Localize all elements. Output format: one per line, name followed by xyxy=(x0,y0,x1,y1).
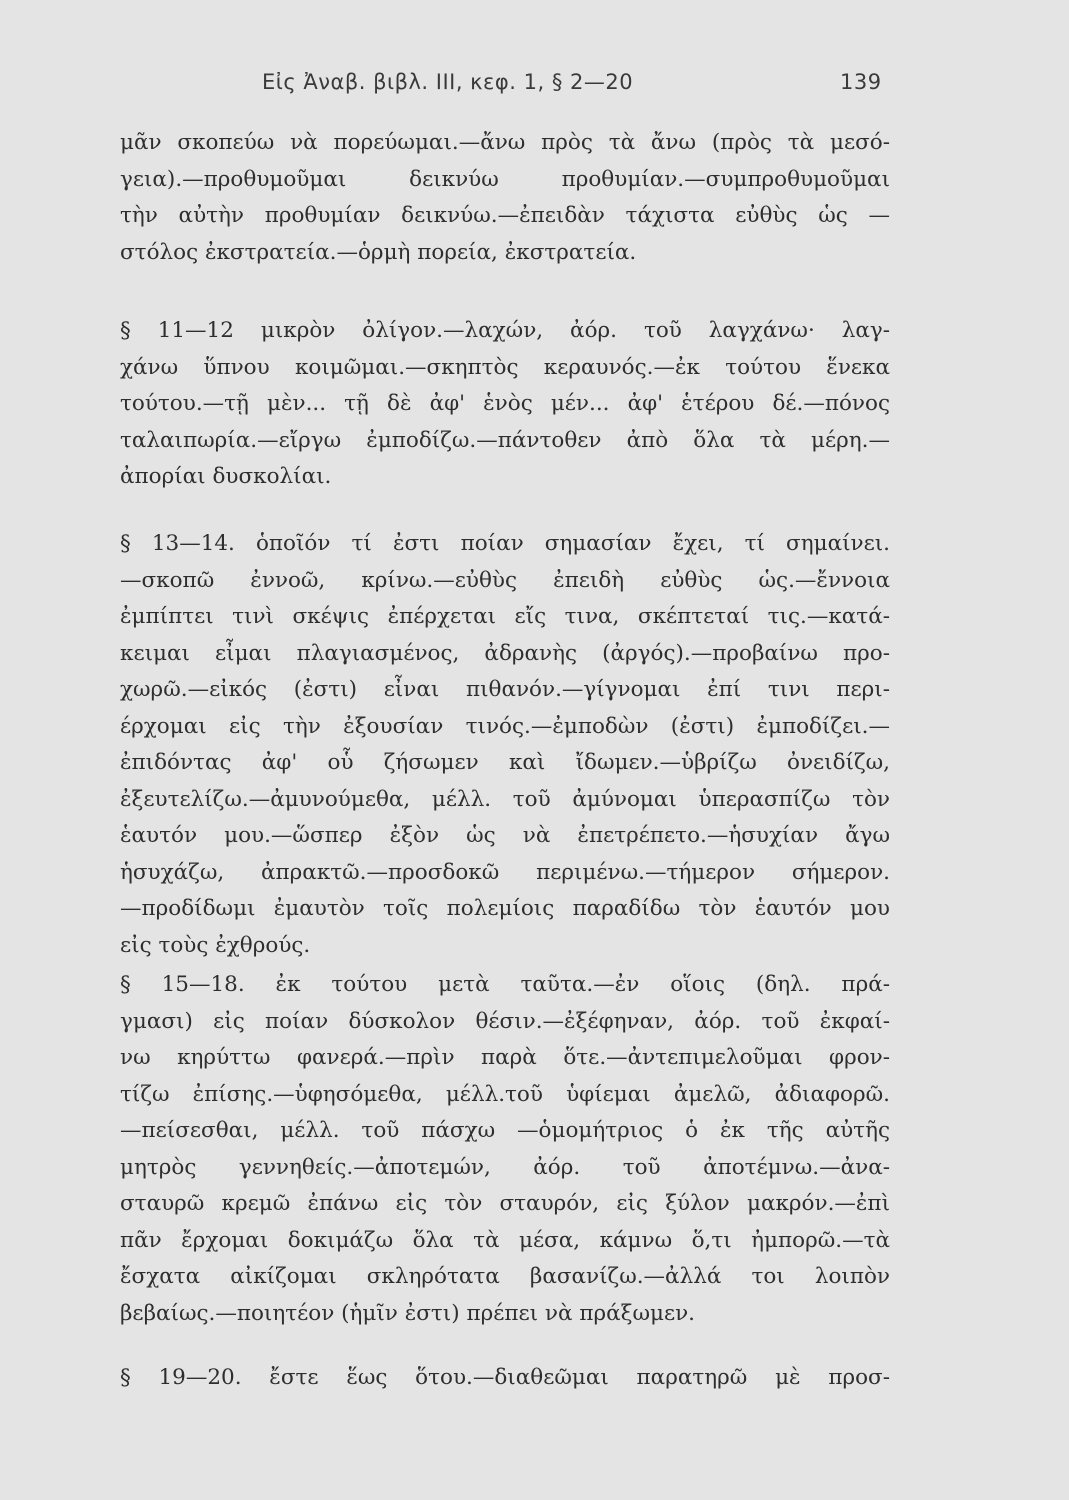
text-line: νω κηρύττω φανερά.—πρὶν παρὰ ὅτε.—ἀντεπιμελοῦμαι φρον- xyxy=(120,1045,890,1070)
text-line: ἐξευτελίζω.—ἀμυνούμεθα, μέλλ. τοῦ ἀμύνομαι ὑπερασπίζω τὸν xyxy=(120,786,890,812)
text-line: § 15—18. ἐκ τούτου μετὰ ταῦτα.—ἐν οἵοις (δηλ. πρά- xyxy=(120,972,890,997)
text-line: γεια).—προθυμοῦμαι δεικνύω προθυμίαν.—συμπροθυμοῦμαι xyxy=(120,166,890,192)
text-line: μᾶν σκοπεύω νὰ πορεύωμαι.—ἄνω πρὸς τὰ ἄνω (πρὸς τὰ μεσό- xyxy=(120,130,890,155)
text-line: βεβαίως.—ποιητέον (ἡμῖν ἐστι) πρέπει νὰ πράξωμεν. xyxy=(120,1300,695,1326)
text-line: γμασι) εἰς ποίαν δύσκολον θέσιν.—ἐξέφηναν, ἀόρ. τοῦ ἐκφαί- xyxy=(120,1008,890,1034)
text-line: κειμαι εἶμαι πλαγιασμένος, ἀδρανὴς (ἀργός).—προβαίνω προ- xyxy=(120,640,890,666)
paragraph xyxy=(120,313,890,496)
header-title: Εἰς Ἀναβ. βιβλ. ΙΙΙ, κεφ. 1, § 2—20 xyxy=(262,70,634,94)
page-number: 139 xyxy=(840,70,882,94)
text-line: ἡσυχάζω, ἀπρακτῶ.—προσδοκῶ περιμένω.—τήμερον σήμερον. xyxy=(120,859,890,885)
text-line: —πείσεσθαι, μέλλ. τοῦ πάσχω —ὁμομήτριος ὁ ἐκ τῆς αὐτῆς xyxy=(120,1118,890,1143)
text-line: στόλος ἐκστρατεία.—ὁρμὴ πορεία, ἐκστρατεία. xyxy=(120,239,637,265)
text-line: —σκοπῶ ἐννοῶ, κρίνω.—εὐθὺς ἐπειδὴ εὐθὺς ὡς.—ἔννοια xyxy=(120,567,890,593)
text-line: ἀπορίαι δυσκολίαι. xyxy=(120,464,332,489)
text-line: ἐπιδόντας ἀφ' οὗ ζήσωμεν καὶ ἴδωμεν.—ὑβρίζω ὀνειδίζω, xyxy=(120,750,890,775)
text-line: τὴν αὐτὴν προθυμίαν δεικνύω.—ἐπειδὰν τάχιστα εὐθὺς ὡς — xyxy=(120,203,890,228)
paragraph xyxy=(120,1360,890,1397)
text-line: ἐμπίπτει τινὶ σκέψις ἐπέρχεται εἴς τινα, σκέπτεταί τις.—κατά- xyxy=(120,604,890,629)
text-line: χωρῶ.—εἰκός (ἐστι) εἶναι πιθανόν.—γίγνομαι ἐπί τινι περι- xyxy=(120,677,890,702)
text-line: § 13—14. ὁποῖόν τί ἐστι ποίαν σημασίαν ἔχει, τί σημαίνει. xyxy=(120,531,890,556)
text-line: § 11—12 μικρὸν ὀλίγον.—λαχών, ἀόρ. τοῦ λαγχάνω· λαγ- xyxy=(120,318,890,343)
paragraph xyxy=(120,967,890,1332)
text-line: σταυρῶ κρεμῶ ἐπάνω εἰς τὸν σταυρόν, εἰς ξύλον μακρόν.—ἐπὶ xyxy=(120,1191,890,1216)
text-line: ἔσχατα αἰκίζομαι σκληρότατα βασανίζω.—ἀλλά τοι λοιπὸν xyxy=(120,1264,890,1289)
text-line: πᾶν ἔρχομαι δοκιμάζω ὅλα τὰ μέσα, κάμνω ὅ,τι ἠμπορῶ.—τὰ xyxy=(120,1227,890,1253)
text-line: χάνω ὕπνου κοιμῶμαι.—σκηπτὸς κεραυνός.—ἐκ τούτου ἕνεκα xyxy=(120,354,890,380)
text-line: ἑαυτόν μου.—ὥσπερ ἐξὸν ὡς νὰ ἐπετρέπετο.—ἡσυχίαν ἄγω xyxy=(120,823,890,848)
text-line: έρχομαι εἰς τὴν ἐξουσίαν τινός.—ἐμποδὼν (ἐστι) ἐμποδίζει.— xyxy=(120,713,890,739)
text-line: —προδίδωμι ἐμαυτὸν τοῖς πολεμίοις παραδίδω τὸν ἑαυτόν μου xyxy=(120,896,890,921)
text-line: τίζω ἐπίσης.—ὑφησόμεθα, μέλλ.τοῦ ὑφίεμαι ἀμελῶ, ἀδιαφορῶ. xyxy=(120,1081,890,1107)
text-line: ταλαιπωρία.—εἴργω ἐμποδίζω.—πάντοθεν ἀπὸ ὅλα τὰ μέρη.— xyxy=(120,427,890,453)
text-line: τούτου.—τῇ μὲν... τῇ δὲ ἀφ' ἑνὸς μέν... ἀφ' ἑτέρου δέ.—πόνος xyxy=(120,391,890,416)
paragraph xyxy=(120,125,890,271)
text-line: § 19—20. ἔστε ἕως ὅτου.—διαθεῶμαι παρατηρῶ μὲ προσ- xyxy=(120,1365,890,1390)
paragraph xyxy=(120,526,890,964)
text-line: μητρὸς γεννηθείς.—ἀποτεμών, ἀόρ. τοῦ ἀποτέμνω.—ἀνα- xyxy=(120,1154,890,1180)
running-header xyxy=(0,70,1069,104)
text-line: εἰς τοὺς ἐχθρούς. xyxy=(120,932,311,958)
